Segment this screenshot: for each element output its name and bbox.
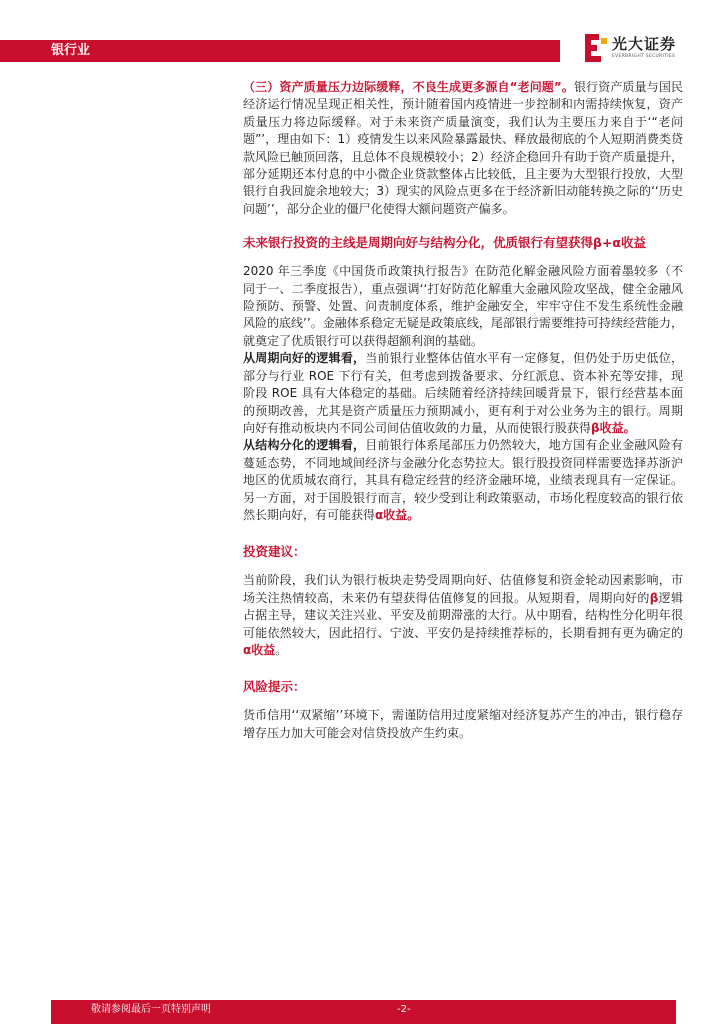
company-name-en: EVERBRIGHT SECURITIES bbox=[612, 54, 676, 59]
advice-paragraph bbox=[243, 572, 683, 659]
structure-paragraph bbox=[243, 437, 683, 524]
cycle-beta-return: β收益。 bbox=[591, 420, 636, 435]
company-logo bbox=[585, 34, 695, 64]
advice-body: 当前阶段，我们认为银行板块走势受周期向好、估值修复和资金轮动因素影响，市场关注热情较高，未来仍有望获得估值修复的回报。从短期看，周期向好的 bbox=[243, 573, 683, 605]
footer-disclaimer: 敬请参阅最后一页特别声明 bbox=[91, 1004, 211, 1015]
company-name: 光大证券 bbox=[612, 35, 677, 53]
theme-paragraph-1: 2020 年三季度《中国货币政策执行报告》在防范化解金融风险方面着墨较多（不同于一、二季度报告），重点强调‘‘打好防范化解重大金融风险攻坚战，健全金融风险预防、预警、处置、问责制度体系，维护金融安全，牢牢守住不发生系统性金融风险的底线’’。金融体系稳定无疑是政策底线，尾部银行需要维持可持续经营能力，就奠定了优质银行可以获得超额利润的基础。 bbox=[243, 264, 683, 348]
risk-heading: 风险提示： bbox=[243, 679, 306, 695]
report-body bbox=[243, 79, 683, 742]
structure-alpha-return: α收益。 bbox=[375, 507, 420, 522]
advice-body-2: 逻辑占据主导，建议关注兴业、平安及前期滞涨的大行。从中期看，结构性分化明年很可能依然较大，因此招行、宁波、平安仍是持续推荐标的，长期看拥有更为确定的 bbox=[243, 590, 683, 640]
header-bar bbox=[0, 40, 560, 62]
footer-bar bbox=[51, 1000, 676, 1024]
section-asset-quality-body: 银行资产质量与国民经济运行情况呈现正相关性，预计随着国内疫情进一步控制和内需持续恢复，资产质量压力将边际缓释。对于未来资产质量演变，我们认为主要压力来自于‘“老问题”’，理由如下：1）疫情发生以来风险暴露最快、释放最彻底的个人短期消费类贷款风险已触顶回落，且总体不良规模较小；2）经济企稳回升有助于资产质量提升，部分延期还本付息的中小微企业贷款整体占比较低，且主要为大型银行投放，大型银行自我回旋余地较大；3）现实的风险点更多在于经济新旧动能转换之际的‘‘历史问题’’，部分企业的僵尸化使得大额问题资产偏多。 bbox=[243, 80, 683, 216]
risk-paragraph: 货币信用‘‘双紧缩’’环境下，需谨防信用过度紧缩对经济复苏产生的冲击，银行稳存增存压力加大可能会对信贷投放产生约束。 bbox=[243, 708, 683, 740]
theme-heading: 未来银行投资的主线是周期向好与结构分化，优质银行有望获得β+α收益 bbox=[243, 235, 647, 251]
structure-lead: 从结构分化的逻辑看， bbox=[243, 438, 366, 453]
page-number: -2- bbox=[397, 1004, 411, 1015]
advice-heading: 投资建议： bbox=[243, 544, 306, 560]
sector-label: 银行业 bbox=[51, 43, 91, 58]
advice-beta: β bbox=[649, 590, 659, 605]
structure-body: 目前银行体系尾部压力仍然较大，地方国有企业金融风险有蔓延态势，不同地域间经济与金融分化态势拉大。银行股投资同样需要选择苏浙沪地区的优质城农商行，其具有稳定经营的经济金融环境，业绩表现具有一定保证。另一方面，对于国股银行而言，较少受到让利政策驱动，市场化程度较高的银行依然长期向好，有可能获得 bbox=[243, 438, 683, 522]
cycle-body: 当前银行业整体估值水平有一定修复，但仍处于历史低位，部分与行业 ROE 下行有关，但考虑到拨备要求、分红派息、资本补充等安排，现阶段 ROE 具有大体稳定的基础。后续随着经济持续回暖背景下，银行经营基本面的预期改善，尤其是资产质量压力预期减小，更有利于对公业务为主的银行。周期向好有推动板块内不同公司间估值收敛的力量，从而使银行股获得 bbox=[243, 351, 683, 435]
section-asset-quality-heading: （三）资产质量压力边际缓释，不良生成更多源自“老问题”。 bbox=[243, 80, 575, 94]
section-asset-quality bbox=[243, 79, 683, 218]
advice-end: 。 bbox=[275, 642, 288, 657]
cycle-paragraph bbox=[243, 350, 683, 437]
everbright-logo-icon bbox=[585, 34, 607, 62]
advice-alpha: α收益 bbox=[243, 642, 276, 657]
cycle-lead: 从周期向好的逻辑看， bbox=[243, 351, 366, 366]
